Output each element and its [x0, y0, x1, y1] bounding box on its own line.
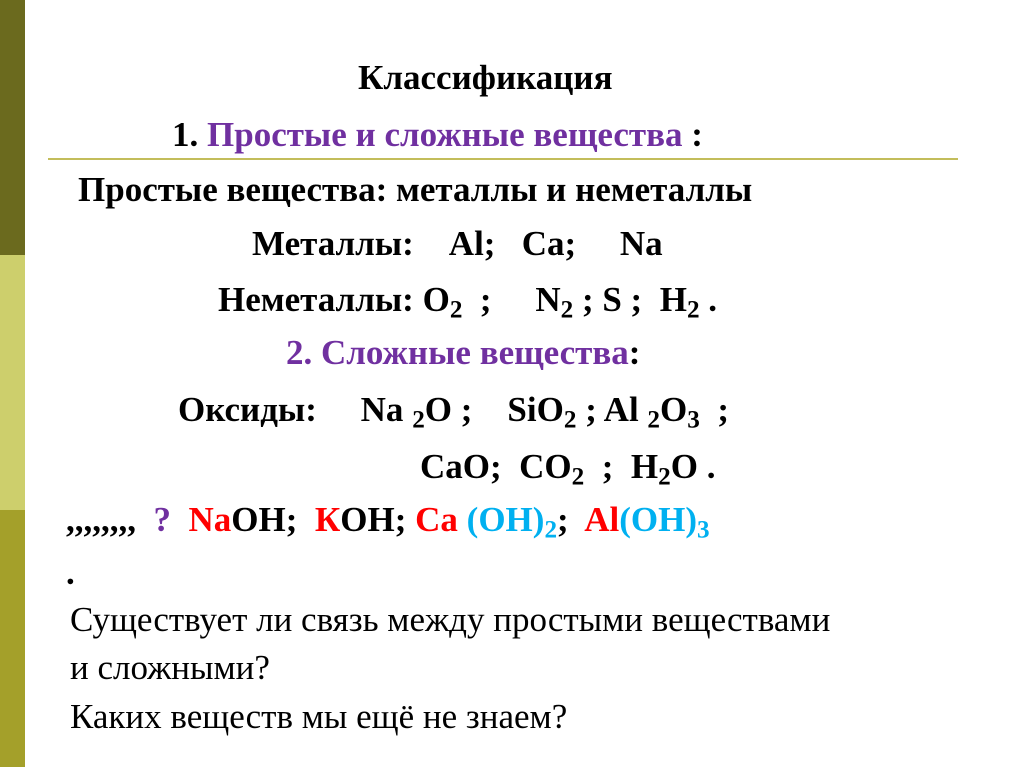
base-caoh2: Ca $(OH)_2$;	[415, 500, 569, 544]
question-line-2: и сложными?	[70, 648, 270, 687]
heading2-text: 2. Сложные вещества	[286, 333, 629, 372]
question-line-3: Каких веществ мы ещё не знаем?	[70, 697, 568, 736]
heading-number: 1.	[172, 115, 199, 154]
heading-complex-substances	[286, 333, 640, 373]
heading-text: Простые и сложные вещества	[207, 115, 683, 154]
oxide-sio2: SiO$_2$ ;	[507, 390, 597, 434]
nonmetal-n2: $N_2$	[535, 280, 574, 324]
base-naoh: NaOH;	[188, 500, 298, 539]
base-aloh3: $Al(OH)_3$	[584, 500, 710, 544]
sidebar-band-middle	[0, 255, 25, 510]
oxides-line	[178, 390, 729, 434]
oxide-h2o: $H_2O$ .	[630, 447, 716, 491]
metal-na: Na	[619, 224, 663, 263]
heading-simple-complex	[172, 115, 703, 155]
oxides-line-2	[420, 447, 716, 491]
metal-al: Al;	[448, 224, 496, 263]
metals-label: Металлы:	[252, 224, 414, 263]
slide-title: Классификация	[358, 58, 613, 97]
oxide-co2: $CO_2$ ;	[519, 447, 614, 491]
nonmetal-s: S ;	[602, 280, 643, 319]
title-divider	[48, 158, 958, 160]
bases-question: ?	[153, 500, 171, 539]
sidebar-band-bottom	[0, 510, 25, 767]
sidebar-band-top	[0, 0, 25, 255]
heading2-colon: :	[628, 333, 641, 372]
metal-ca: Ca;	[521, 224, 577, 263]
heading-colon: :	[691, 115, 703, 154]
oxide-al2o3: Al $_2O_3$ ;	[603, 390, 729, 434]
oxide-na2o: Na $_2$O ;	[360, 390, 473, 434]
metals-line	[252, 224, 663, 264]
bases-line	[66, 500, 710, 544]
oxides-label: Оксиды:	[178, 390, 317, 429]
nonmetal-o2: $O_2$	[422, 280, 463, 324]
oxide-cao: CaO;	[420, 447, 502, 486]
nonmetal-h2: $H_2$	[659, 280, 700, 324]
base-koh: КOH;	[314, 500, 407, 539]
trailing-dot: .	[66, 553, 75, 592]
nonmetals-label: Неметаллы:	[218, 280, 414, 319]
slide-sidebar	[0, 0, 25, 767]
bases-prefix: ,,,,,,,,	[66, 500, 136, 539]
simple-substances-line: Простые вещества: металлы и неметаллы	[78, 170, 753, 209]
nonmetals-line: Неметаллы: $O_2$ ; $N_2$ ; S ; $H_2$ .	[218, 280, 718, 324]
question-line-1: Существует ли связь между простыми веществами	[70, 600, 831, 639]
